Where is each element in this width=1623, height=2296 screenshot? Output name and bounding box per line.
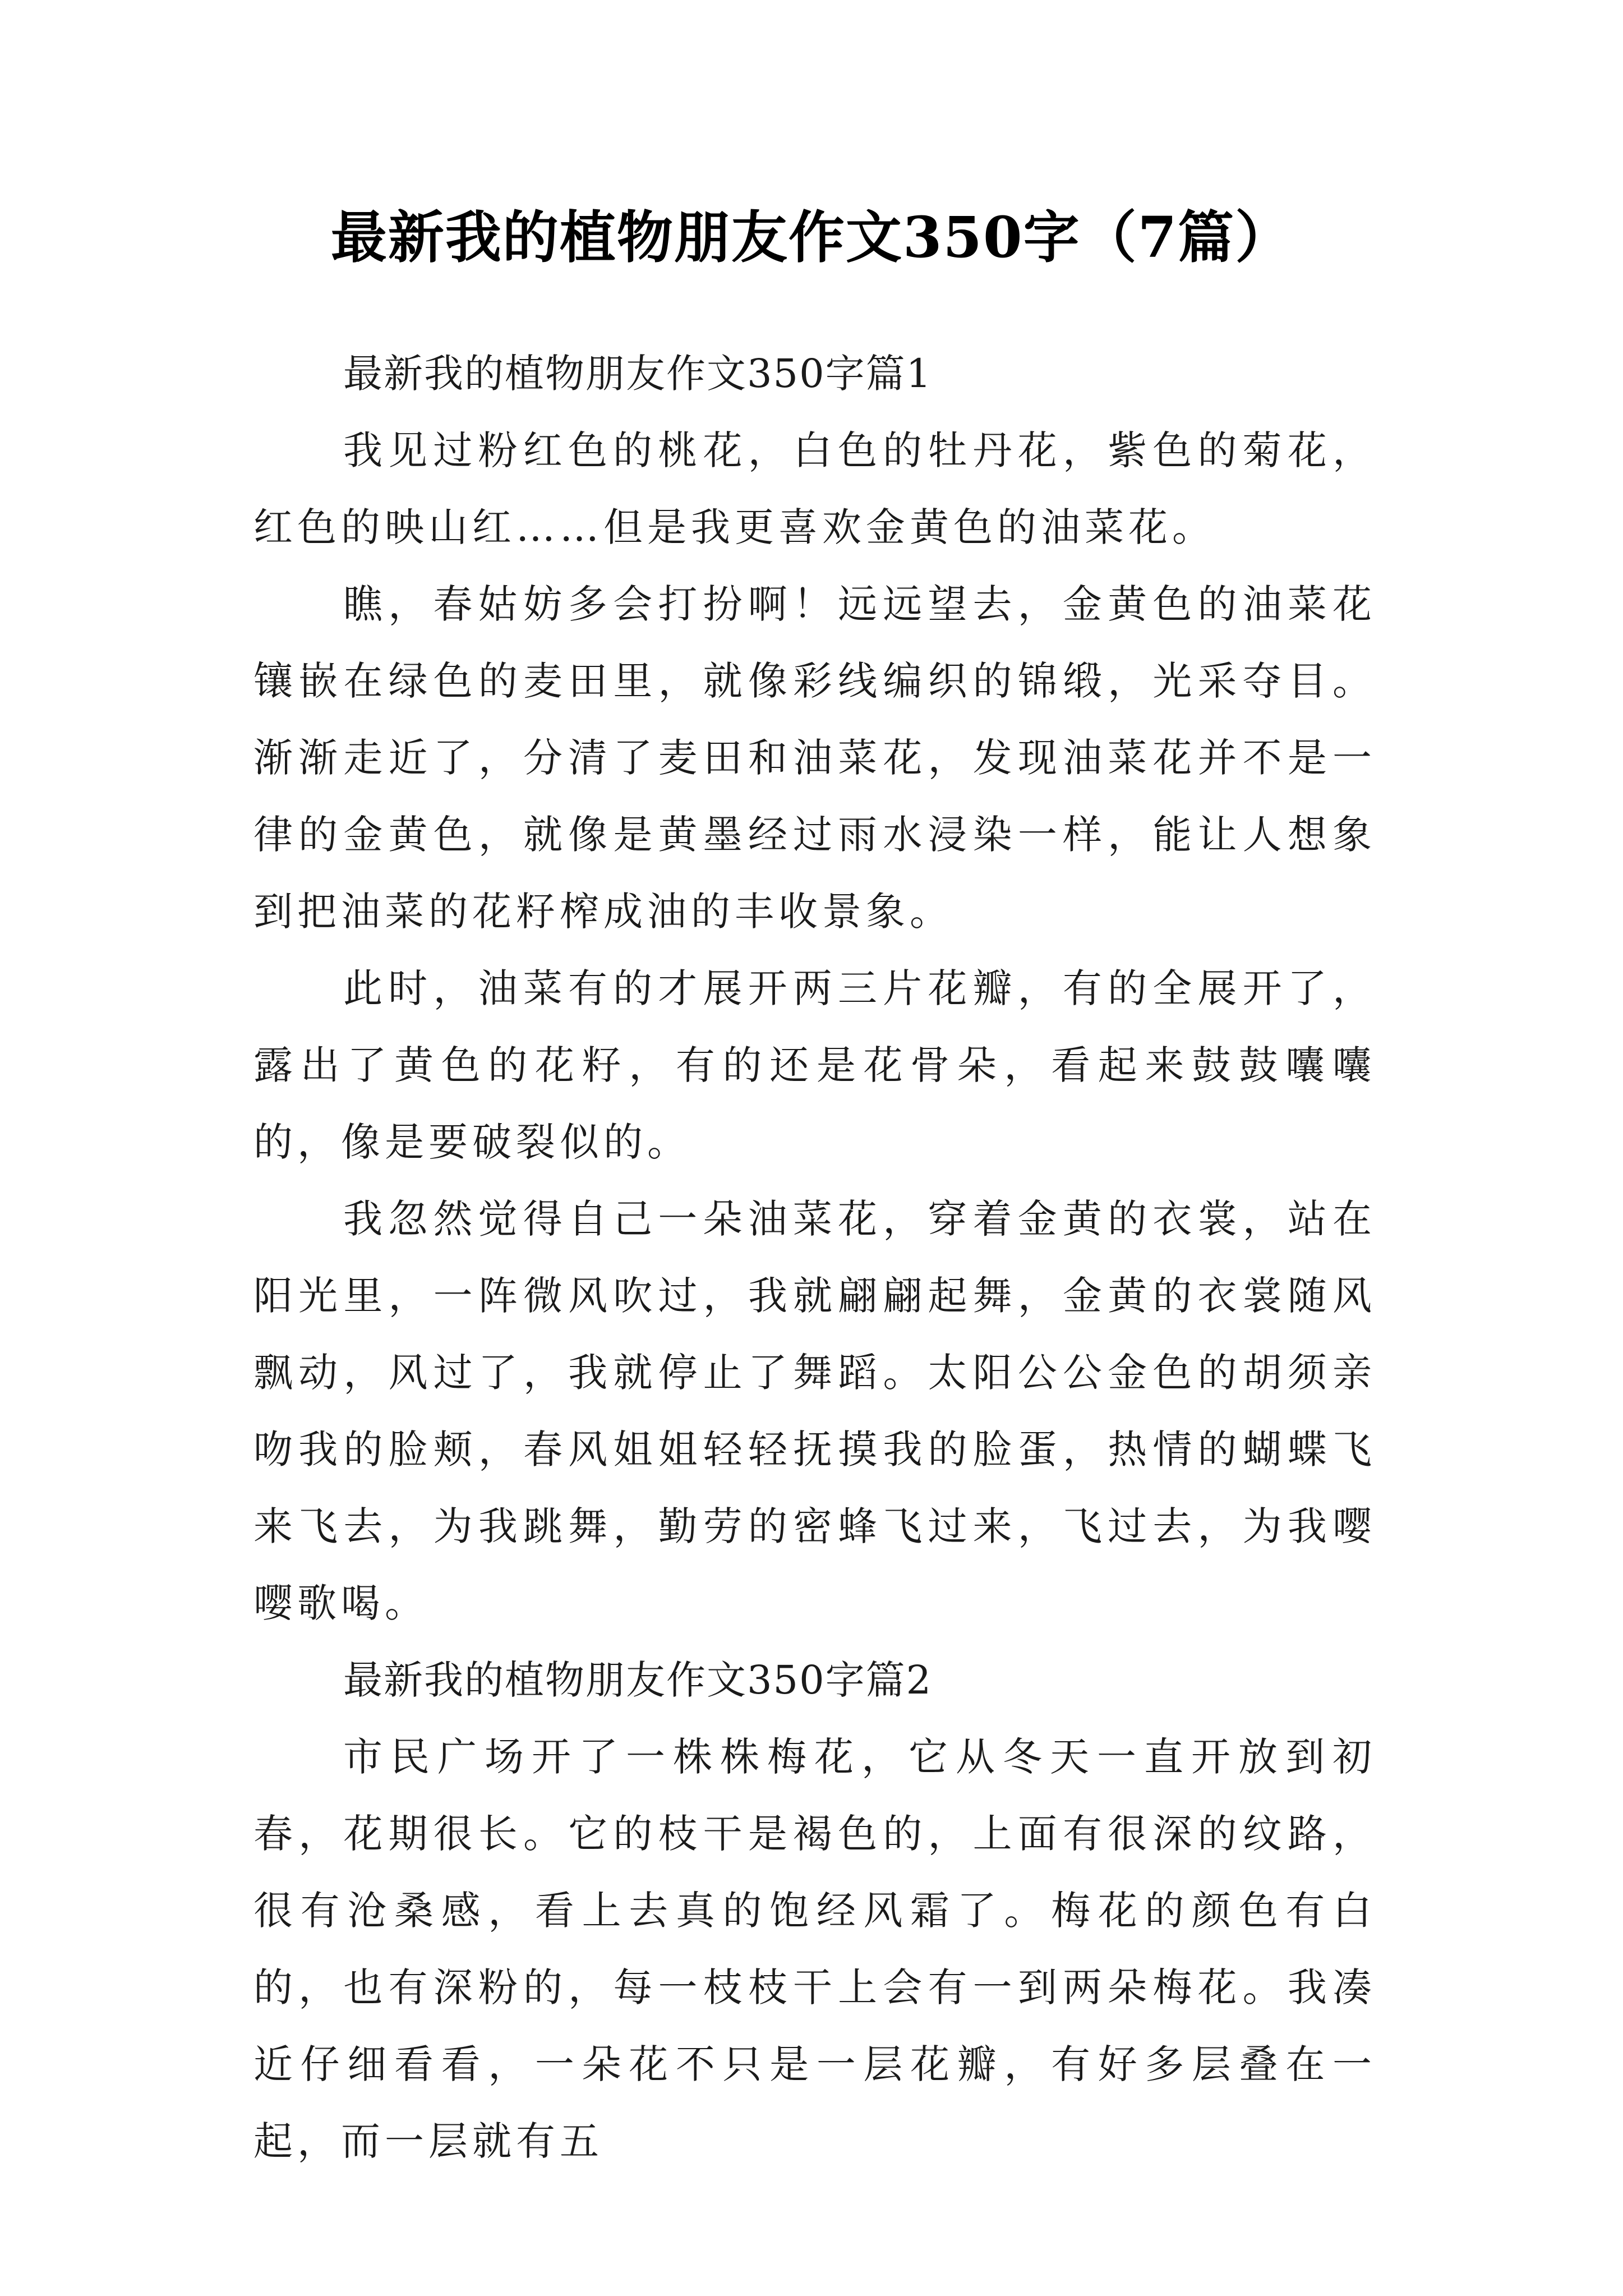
- body-paragraph: 市民广场开了一株株梅花，它从冬天一直开放到初春，花期很长。它的枝干是褐色的，上面有很深的纹路，很有沧桑感，看上去真的饱经风霜了。梅花的颜色有白的，也有深粉的，每一枝枝干上会有一到两朵梅花。我凑近仔细看看，一朵花不只是一层花瓣，有好多层叠在一起，而一层就有五: [253, 1734, 1376, 2164]
- body-paragraph: 我见过粉红色的桃花，白色的牡丹花，紫色的菊花，红色的映山红……但是我更喜欢金黄色的油菜花。: [253, 427, 1376, 550]
- body-paragraph: 瞧，春姑妨多会打扮啊！远远望去，金黄色的油菜花镶嵌在绿色的麦田里，就像彩线编织的锦缎，光采夺目。渐渐走近了，分清了麦田和油菜花，发现油菜花并不是一律的金黄色，就像是黄墨经过雨水浸染一样，能让人想象到把油菜的花籽榨成油的丰收景象。: [253, 581, 1376, 935]
- section-heading: 最新我的植物朋友作文350字篇1: [343, 351, 933, 397]
- section-heading: 最新我的植物朋友作文350字篇2: [343, 1657, 933, 1703]
- document-title: 最新我的植物朋友作文350字（7篇）: [330, 204, 1293, 270]
- body-paragraph: 我忽然觉得自己一朵油菜花，穿着金黄的衣裳，站在阳光里，一阵微风吹过，我就翩翩起舞，金黄的衣裳随风飘动，风过了，我就停止了舞蹈。太阳公公金色的胡须亲吻我的脸颊，春风姐姐轻轻抚摸我的脸蛋，热情的蝴蝶飞来飞去，为我跳舞，勤劳的密蜂飞过来，飞过去，为我嘤嘤歌喝。: [253, 1196, 1376, 1626]
- body-paragraph: 此时，油菜有的才展开两三片花瓣，有的全展开了，露出了黄色的花籽，有的还是花骨朵，看起来鼓鼓囔囔的，像是要破裂似的。: [253, 965, 1376, 1165]
- document-body: [253, 335, 1376, 2180]
